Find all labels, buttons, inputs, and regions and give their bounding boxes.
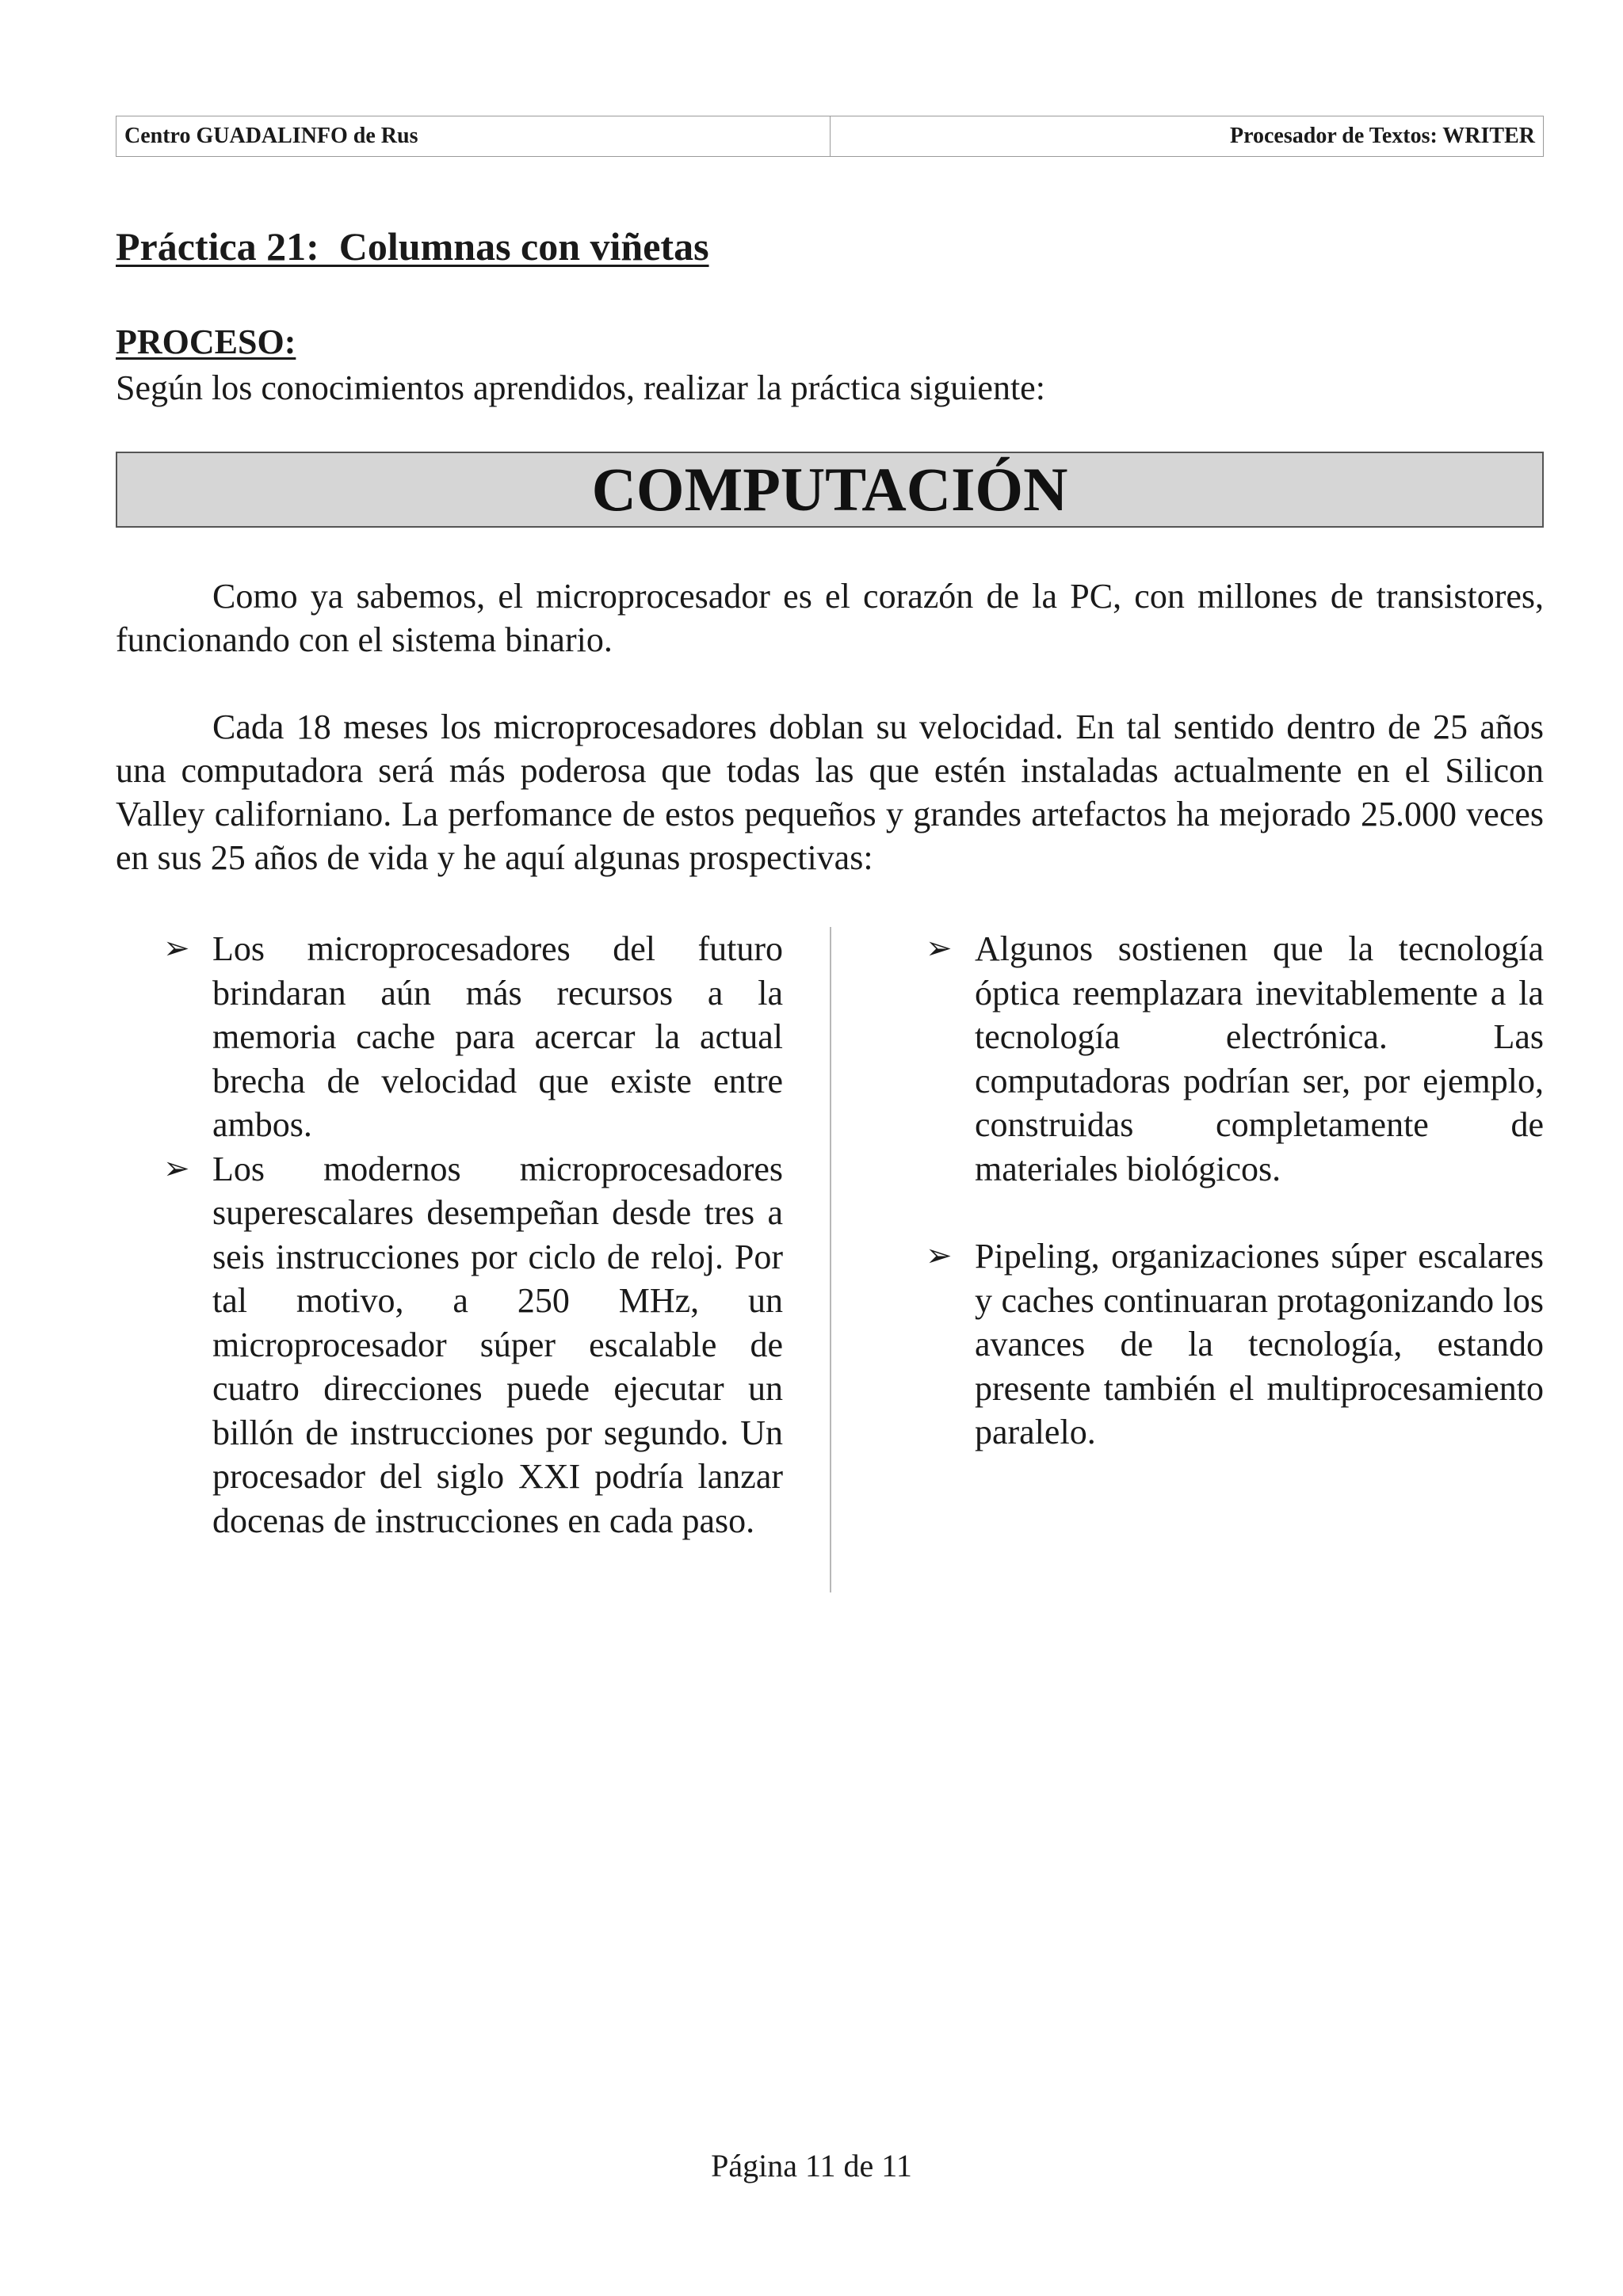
right-column <box>926 927 1544 1455</box>
bullet-text: Los modernos microprocesadores superescalares desempeñan desde tres a seis instrucciones por ciclo de reloj. Por tal motivo, a 250 MHz, un microprocesador súper escalable de cuatro direcciones puede ejecutar un billón de instrucciones por segundo. Un procesador del siglo XXI podría lanzar docenas de instrucciones en cada paso. <box>212 1149 783 1540</box>
page-header <box>116 116 1544 157</box>
bullet-item <box>926 927 1544 1191</box>
arrow-bullet-icon: ➢ <box>163 1150 190 1187</box>
computacion-banner: COMPUTACIÓN <box>116 452 1544 528</box>
proceso-instructions: Según los conocimientos aprendidos, realizar la práctica siguiente: <box>116 368 1045 407</box>
practice-title: Práctica 21: Columnas con viñetas <box>116 224 709 269</box>
header-right-text: Procesador de Textos: WRITER <box>1229 124 1535 148</box>
column-divider <box>830 927 831 1592</box>
bullet-item <box>926 1234 1544 1455</box>
bullet-text: Los microprocesadores del futuro brindaran aún más recursos a la memoria cache para acercar la actual brecha de velocidad que existe entre ambos. <box>212 929 783 1144</box>
bullet-item <box>163 1147 783 1543</box>
arrow-bullet-icon: ➢ <box>926 1238 953 1274</box>
arrow-bullet-icon: ➢ <box>926 930 953 967</box>
bullet-item <box>163 927 783 1147</box>
intro-paragraph-1: Como ya sabemos, el microprocesador es el corazón de la PC, con millones de transistores, funcionando con el sistema binario. <box>116 577 1544 659</box>
header-left-text: Centro GUADALINFO de Rus <box>116 116 831 156</box>
left-column <box>163 927 783 1543</box>
intro-paragraph-2: Cada 18 meses los microprocesadores doblan su velocidad. En tal sentido dentro de 25 años una computadora será más poderosa que todas las que estén instaladas actualmente en el Silicon Valley californiano. La perfomance de estos pequeños y grandes artefactos ha mejorado 25.000 veces en sus 25 años de vida y he aquí algunas prospectivas: <box>116 707 1544 877</box>
page-number-footer: Página 11 de 11 <box>711 2148 912 2183</box>
bullet-text: Pipeling, organizaciones súper escalares y caches continuaran protagonizando los avances de la tecnología, estando presente también el multiprocesamiento paralelo. <box>975 1237 1544 1451</box>
bullet-text: Algunos sostienen que la tecnología óptica reemplazara inevitablemente a la tecnología electrónica. Las computadoras podrían ser, por ejemplo, construidas completamente de materiales biológicos. <box>975 929 1544 1188</box>
two-column-section <box>116 927 1544 1592</box>
proceso-heading: PROCESO: <box>116 322 296 361</box>
arrow-bullet-icon: ➢ <box>163 930 190 967</box>
